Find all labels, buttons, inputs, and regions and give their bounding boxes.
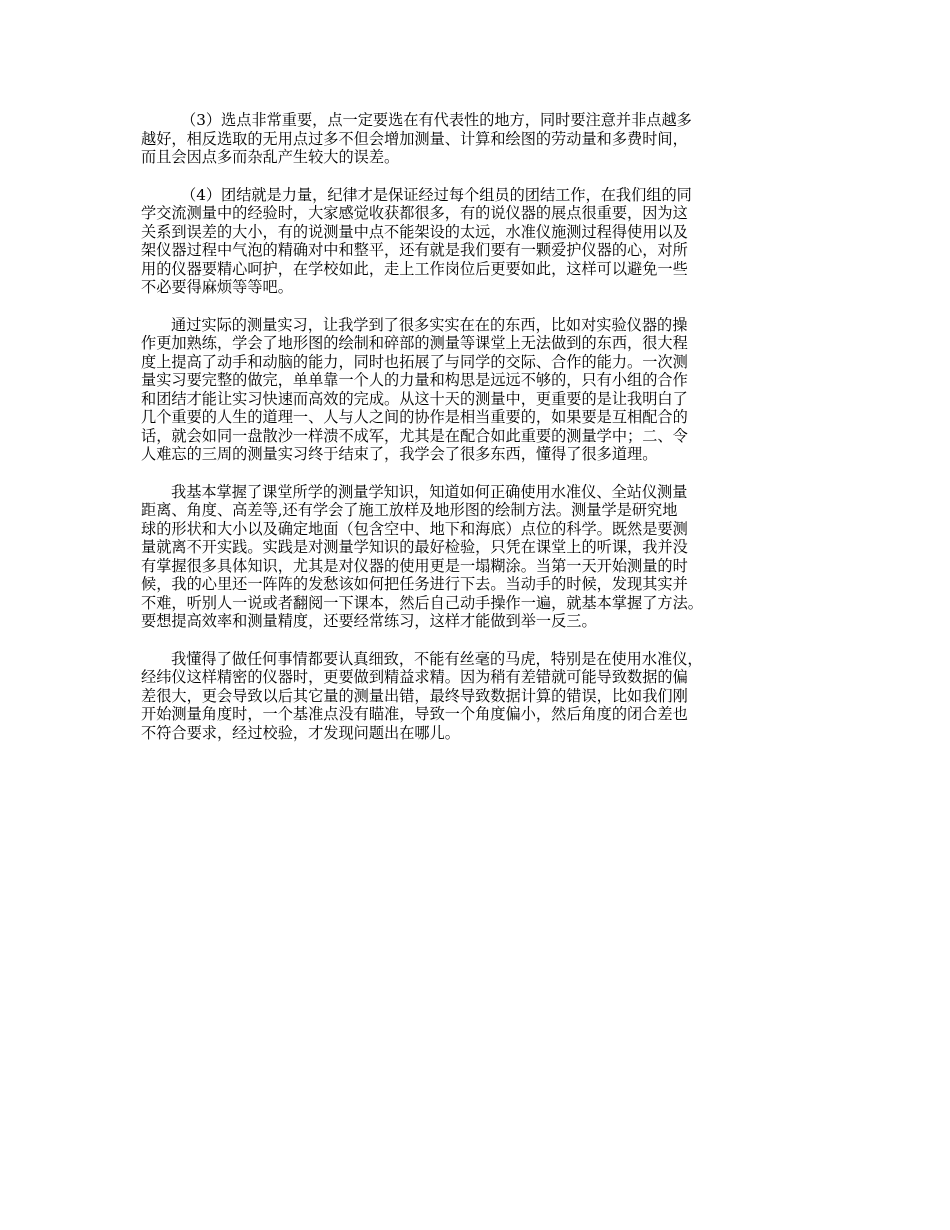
paragraph-line: 球的形状和大小以及确定地面（包含空中、地下和海底）点位的科学。既然是要测 <box>141 519 688 538</box>
paragraph-line: 我基本掌握了课堂所学的测量学知识，知道如何正确使用水准仪、全站仪测量 <box>171 482 688 501</box>
paragraph-line: 作更加熟练，学会了地形图的绘制和碎部的测量等课堂上无法做到的东西，很大程 <box>141 334 688 352</box>
paragraph-line: 量实习要完整的做完，单单靠一个人的力量和构思是远远不够的，只有小组的合作 <box>141 371 688 389</box>
paragraph-line: 度上提高了动手和动脑的能力，同时也拓展了与同学的交际、合作的能力。一次测 <box>141 352 688 371</box>
paragraph-line: 候，我的心里还一阵阵的发愁该如何把任务进行下去。当动手的时候，发现其实并 <box>141 575 688 593</box>
paragraph-line: 有掌握很多具体知识，尤其是对仪器的使用更是一塌糊涂。当第一天开始测量的时 <box>141 556 688 575</box>
paragraph-line: 用的仪器要精心呵护，在学校如此，走上工作岗位后更要如此，这样可以避免一些 <box>141 259 688 278</box>
paragraph-line: 越好，相反选取的无用点过多不但会增加测量、计算和绘图的劳动量和多费时间， <box>141 129 688 148</box>
paragraph-line: 经纬仪这样精密的仪器时，更要做到精益求精。因为稍有差错就可能导致数据的偏 <box>141 668 688 686</box>
paragraph-line: 开始测量角度时，一个基准点没有瞄准，导致一个角度偏小，然后角度的闭合差也 <box>141 705 688 723</box>
paragraph-line: 我懂得了做任何事情都要认真细致，不能有丝毫的马虎，特别是在使用水准仪， <box>171 649 703 668</box>
paragraph-line: （3）选点非常重要，点一定要选在有代表性的地方，同时要注意并非点越多 <box>181 111 692 129</box>
paragraph-line: 不符合要求，经过校验，才发现问题出在哪儿。 <box>141 723 460 742</box>
document-page <box>141 111 821 761</box>
paragraph-line: 几个重要的人生的道理一、人与人之间的协作是相当重要的，如果要是互相配合的 <box>141 408 688 426</box>
paragraph-line: 不难，听别人一说或者翻阅一下课本，然后自己动手操作一遍，就基本掌握了方法。 <box>141 593 703 612</box>
paragraph-line: 架仪器过程中气泡的精确对中和整平，还有就是我们要有一颗爱护仪器的心，对所 <box>141 241 688 259</box>
paragraph-line: 而且会因点多而杂乱产生较大的误差。 <box>141 148 400 166</box>
paragraph-line: 关系到误差的大小，有的说测量中点不能架设的太远，水准仪施测过程得使用以及 <box>141 222 688 241</box>
paragraph-line: 量就离不开实践。实践是对测量学知识的最好检验，只凭在课堂上的听课，我并没 <box>141 538 688 556</box>
paragraph-line: 学交流测量中的经验时，大家感觉收获都很多，有的说仪器的展点很重要，因为这 <box>141 204 688 222</box>
paragraph-line: （4）团结就是力量，纪律才是保证经过每个组员的团结工作，在我们组的同 <box>181 185 692 204</box>
paragraph-line: 和团结才能让实习快速而高效的完成。从这十天的测量中，更重要的是让我明白了 <box>141 389 688 408</box>
paragraph-line: 通过实际的测量实习，让我学到了很多实实在在的东西，比如对实验仪器的操 <box>171 315 688 334</box>
paragraph-line: 要想提高效率和测量精度，还要经常练习，这样才能做到举一反三。 <box>141 612 597 630</box>
paragraph-line: 人难忘的三周的测量实习终于结束了，我学会了很多东西，懂得了很多道理。 <box>141 445 658 463</box>
paragraph-line: 距离、角度、高差等,还有学会了施工放样及地形图的绘制方法。测量学是研究地 <box>141 501 678 519</box>
paragraph-point-3 <box>141 111 821 167</box>
paragraph-line: 差很大，更会导致以后其它量的测量出错，最终导致数据计算的错误，比如我们刚 <box>141 686 688 705</box>
paragraph-line: 不必要得麻烦等等吧。 <box>141 278 293 296</box>
paragraph-practice <box>141 316 821 464</box>
paragraph-point-4 <box>141 186 821 297</box>
paragraph-knowledge <box>141 483 821 631</box>
paragraph-line: 话，就会如同一盘散沙一样溃不成军，尤其是在配合如此重要的测量学中；二、令 <box>141 426 688 445</box>
paragraph-lesson <box>141 650 821 743</box>
